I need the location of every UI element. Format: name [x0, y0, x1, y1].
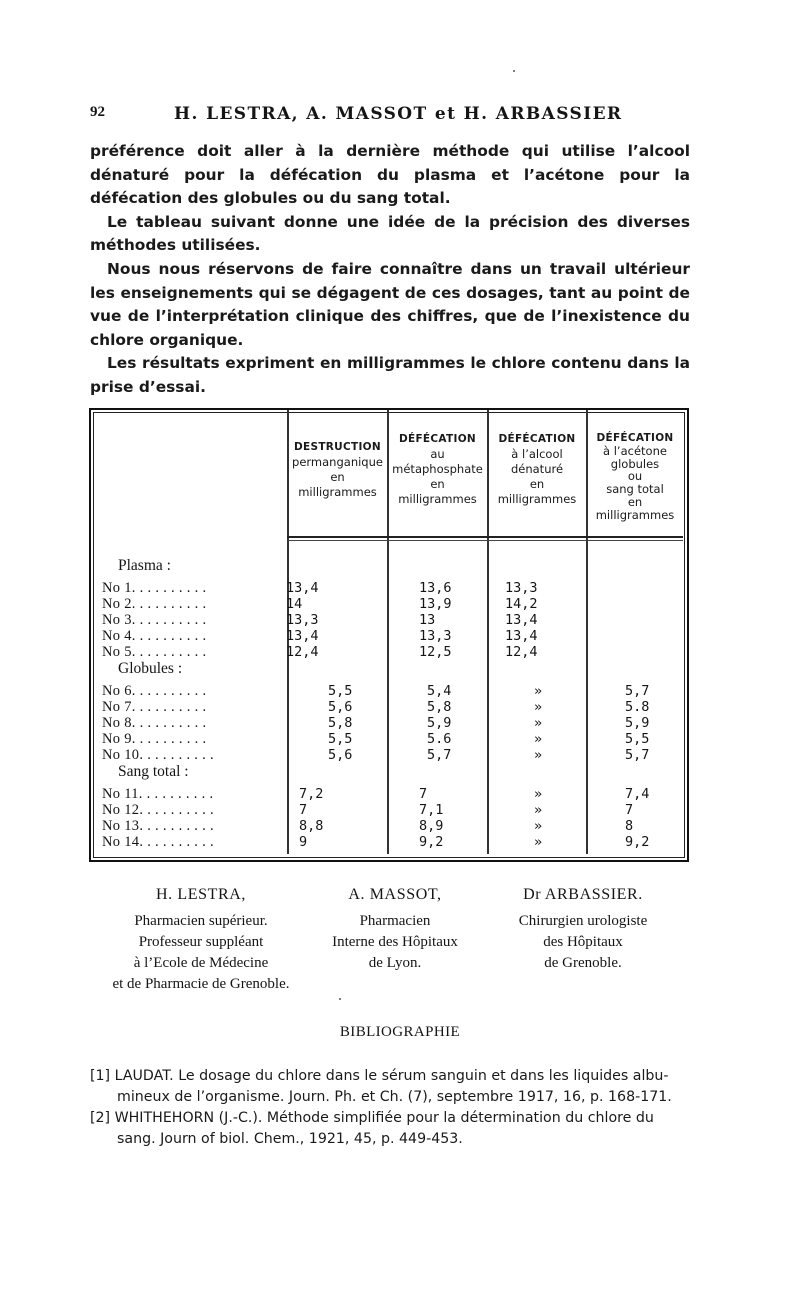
- scan-speck: [513, 70, 515, 72]
- column-header-alcool: DÉFÉCATION à l’alcool dénaturé en milligrammes: [497, 433, 577, 506]
- header-rule: [287, 536, 683, 538]
- column-header-acetone: DÉFÉCATION à l’acétone globules ou sang total en milligrammes: [595, 432, 675, 522]
- table-row: No 1. . . . . . . . . . 13,4 13,6 13,3: [102, 580, 538, 596]
- bibliography-entry: [2] WHITHEHORN (J.-C.). Méthode simplifiée pour la détermination du chlore du sang. Journ of biol. Chem., 1921, 45, p. 449-453.: [90, 1110, 654, 1147]
- table-row: No 12. . . . . . . . . . 7 7,1 » 7: [102, 802, 634, 818]
- signature-massot: A. MASSOT, Pharmacien Interne des Hôpitaux de Lyon.: [332, 886, 458, 971]
- column-header-metaphosphate: DÉFÉCATION au métaphosphate en milligrammes: [392, 433, 483, 506]
- table-row: No 5. . . . . . . . . . 12,4 12,5 12,4: [102, 644, 538, 660]
- group-label-sang-total: Sang total :: [118, 763, 189, 780]
- paragraph: Le tableau suivant donne une idée de la précision des diverses méthodes utilisées.: [90, 212, 690, 255]
- bibliography-entry: [1] LAUDAT. Le dosage du chlore dans le sérum sanguin et dans les liquides albu- mineux de l’organisme. Journ. Ph. et Ch. (7), septembre 1917, 16, p. 168-171.: [90, 1068, 672, 1105]
- scan-speck: [339, 998, 341, 1000]
- table-row: No 7. . . . . . . . . . 5,6 5,8 » 5.8: [102, 699, 650, 715]
- group-label-plasma: Plasma :: [118, 557, 171, 574]
- running-head: H. LESTRA, A. MASSOT et H. ARBASSIER: [174, 104, 623, 124]
- page-header: [90, 104, 690, 128]
- paragraph: Nous nous réservons de faire connaître dans un travail ultérieur les enseignements qui se dégagent de ces dosages, tant au point de vue de l’interprétation clinique des chiffres, que de l’inexistence du chlore organique.: [90, 259, 690, 349]
- column-header-destruction: DESTRUCTION permanganique en milligrammes: [292, 441, 383, 499]
- table-row: No 10. . . . . . . . . . 5,6 5,7 » 5,7: [102, 747, 650, 763]
- table-row: No 2. . . . . . . . . . 14 13,9 14,2: [102, 596, 538, 612]
- table-row: No 6. . . . . . . . . . 5,5 5,4 » 5,7: [102, 683, 650, 699]
- signature-arbassier: Dr ARBASSIER. Chirurgien urologiste des Hôpitaux de Grenoble.: [518, 886, 648, 971]
- paragraph: préférence doit aller à la dernière méthode qui utilise l’alcool dénaturé pour la défécation du plasma et l’acétone pour la défécation des globules ou du sang total.: [90, 142, 690, 208]
- table-row: No 8. . . . . . . . . . 5,8 5,9 » 5,9: [102, 715, 650, 731]
- bibliography-title: BIBLIOGRAPHIE: [339, 1024, 461, 1040]
- body-text: [90, 140, 690, 400]
- table-row: No 11. . . . . . . . . . 7,2 7 » 7,4: [102, 786, 650, 802]
- signature-lestra: H. LESTRA, Pharmacien supérieur. Professeur suppléant à l’Ecole de Médecine et de Pharmacie de Grenoble.: [112, 886, 290, 992]
- paragraph: Les résultats expriment en milligrammes le chlore contenu dans la prise d’essai.: [90, 354, 690, 396]
- table-row: No 9. . . . . . . . . . 5,5 5.6 » 5,5: [102, 731, 650, 747]
- header-rule: [287, 540, 683, 541]
- table-row: No 13. . . . . . . . . . 8,8 8,9 » 8: [102, 818, 634, 834]
- group-label-globules: Globules :: [118, 660, 183, 677]
- page-number: 92: [90, 104, 105, 120]
- table-row: No 3. . . . . . . . . . 13,3 13 13,4: [102, 612, 538, 628]
- table-row: No 4. . . . . . . . . . 13,4 13,3 13,4: [102, 628, 538, 644]
- table-row: No 14. . . . . . . . . . 9 9,2 » 9,2: [102, 834, 650, 850]
